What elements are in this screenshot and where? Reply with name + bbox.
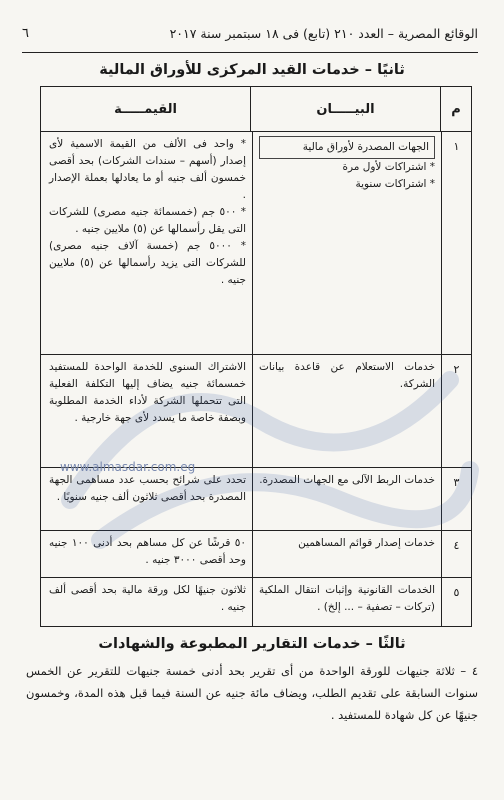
row-description: خدمات الربط الآلى مع الجهات المصدرة. bbox=[252, 468, 441, 530]
header-value: القيمـــــة bbox=[114, 101, 177, 117]
table-header-row bbox=[41, 87, 471, 132]
row-number: ٢ bbox=[441, 355, 471, 467]
page-header bbox=[22, 24, 478, 50]
fees-table bbox=[40, 86, 472, 627]
row-value: ٥٠ قرشًا عن كل مساهم بحد أدنى ١٠٠ جنيه وحد أقصى ٣٠٠٠ جنيه . bbox=[49, 537, 247, 566]
row-value bbox=[43, 132, 252, 354]
row-number: ٣ bbox=[441, 468, 471, 530]
header-number: م bbox=[440, 87, 471, 131]
row-description bbox=[252, 132, 441, 354]
header-rule bbox=[22, 52, 478, 53]
row-number: ٤ bbox=[441, 531, 471, 577]
row-description: الخدمات القانونية وإثبات انتقال الملكية (تركات – تصفية – ... إلخ) . bbox=[252, 578, 441, 626]
row-number: ٥ bbox=[441, 578, 471, 626]
row-value: تحدد على شرائح بحسب عدد مساهمى الجهة المصدرة بحد أقصى ثلاثون ألف جنيه سنويًا . bbox=[49, 474, 246, 503]
description-item: * اشتراكات لأول مرة bbox=[342, 161, 435, 173]
row-number: ١ bbox=[441, 132, 471, 354]
description-item: * اشتراكات سنوية bbox=[355, 178, 435, 190]
value-item: * واحد فى الألف من القيمة الاسمية لأى إصدار (أسهم – سندات الشركات) بحد أقصى خمسون ألف جنيه أو ما يعادلها بعملة الإصدار . bbox=[49, 138, 246, 201]
table-row bbox=[41, 355, 471, 468]
row-description: خدمات إصدار قوائم المساهمين bbox=[252, 531, 441, 577]
table-row bbox=[41, 132, 471, 355]
table-row bbox=[41, 578, 471, 626]
table-row bbox=[41, 531, 471, 578]
watermark-url: www.almasdar.com.eg bbox=[60, 460, 196, 474]
table-row bbox=[41, 468, 471, 531]
section-three-paragraph: ٤ – ثلاثة جنيهات للورقة الواحدة من أى تقرير بحد أدنى خمسة جنيهات للتقرير عن الخمس سنوات السابقة على تقديم الطلب، ويضاف مائة جنيه عن السنة فيما قبل هذه المدة، وخمسون جنيهًا عن كل شهادة للمستفيد . bbox=[26, 664, 478, 722]
page-number: ٦ bbox=[22, 26, 29, 41]
value-item: * ٥٠٠٠ جم (خمسة آلاف جنيه مصرى) للشركات التى يزيد رأسمالها عن (٥) ملايين جنيه . bbox=[49, 240, 246, 286]
description-box: الجهات المصدرة لأوراق مالية bbox=[259, 136, 435, 159]
header-title: الوقائع المصرية – العدد ٢١٠ (تابع) فى ١٨ سبتمبر سنة ٢٠١٧ bbox=[169, 26, 478, 41]
row-value: ثلاثون جنيهًا لكل ورقة مالية بحد أقصى ألف جنيه . bbox=[49, 584, 246, 613]
section-three-title: ثالثًا – خدمات التقارير المطبوعة والشهادات bbox=[98, 636, 406, 652]
value-item: * ٥٠٠ جم (خمسمائة جنيه مصرى) للشركات التى يقل رأسمالها عن (٥) ملايين جنيه . bbox=[49, 206, 246, 235]
header-description: البيـــــان bbox=[250, 87, 440, 131]
section-two-title: ثانيًا – خدمات القيد المركزى للأوراق المالية bbox=[99, 62, 405, 78]
row-description: خدمات الاستعلام عن قاعدة بيانات الشركة. bbox=[252, 355, 441, 467]
row-value: الاشتراك السنوى للخدمة الواحدة للمستفيد خمسمائة جنيه يضاف إليها التكلفة الفعلية التى تتحملها الشركة لأداء الخدمة المطلوبة وبصفة خاصة ما يسدد لأى جهة خارجية . bbox=[49, 361, 246, 424]
